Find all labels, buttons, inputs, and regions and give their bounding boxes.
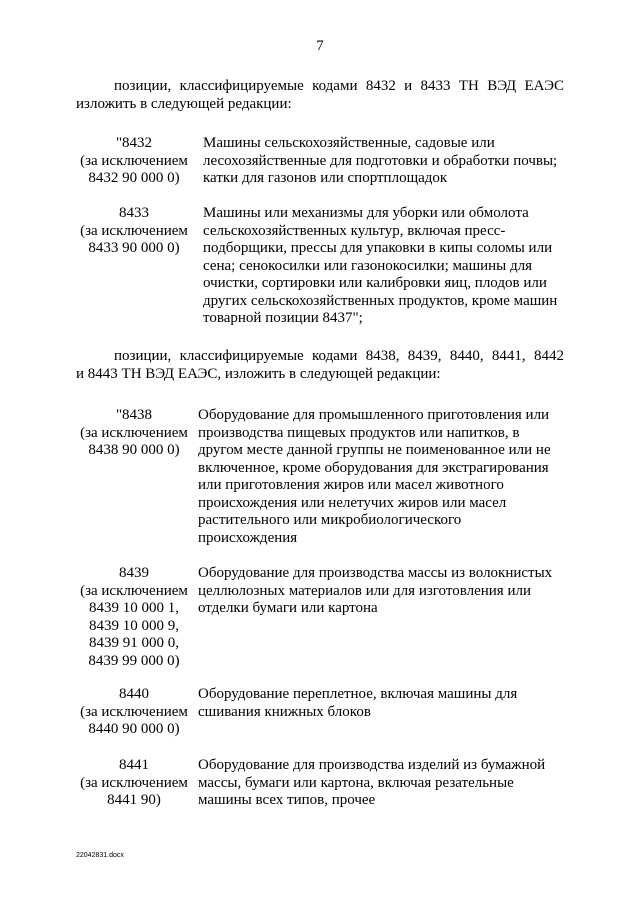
description-line: других сельскохозяйственных продуктов, кроме машин bbox=[203, 292, 558, 309]
description-line: товарной позиции 8437"; bbox=[203, 310, 363, 326]
description-line: растительного или микробиологического bbox=[198, 512, 462, 528]
entry-description bbox=[203, 135, 557, 188]
entry-description bbox=[203, 205, 557, 328]
description-line: Оборудование для производства изделий из бумажной bbox=[198, 757, 546, 773]
description-line: отделки бумаги или картона bbox=[198, 600, 378, 616]
description-line: целлюлозных материалов или для изготовления или bbox=[198, 582, 531, 599]
entry-code: 8441 (за исключением 8441 90) bbox=[80, 757, 188, 808]
description-line: сена; сенокосилки или газонокосилки; машины для bbox=[203, 257, 533, 274]
description-line: происхождения или нелетучих жиров или масел bbox=[198, 494, 507, 511]
intro-paragraph-2 bbox=[76, 347, 564, 383]
description-line: сшивания книжных блоков bbox=[198, 703, 371, 720]
intro-paragraph-1 bbox=[76, 77, 564, 113]
entry-code: "8432 (за исключением 8432 90 000 0) bbox=[80, 135, 188, 186]
description-line: или приготовления жиров или масел животного bbox=[198, 477, 504, 493]
intro-paragraph-2-line-2: и 8443 ТН ВЭД ЕАЭС, изложить в следующей редакции: bbox=[76, 366, 441, 382]
intro-paragraph-2-line-1: позиции, классифицируемые кодами 8438, 8439, 8440, 8441, 8442 bbox=[114, 348, 564, 364]
description-line: машины всех типов, прочее bbox=[198, 792, 376, 808]
entry-description bbox=[198, 407, 551, 547]
entry-description bbox=[198, 565, 552, 618]
description-line: Оборудование для производства массы из волокнистых bbox=[198, 565, 553, 581]
entry-code: 8433 (за исключением 8433 90 000 0) bbox=[80, 205, 188, 256]
entry-description bbox=[198, 757, 545, 810]
description-line: другом месте данной группы не поименованное или не bbox=[198, 442, 551, 458]
intro-paragraph-1-line-1: позиции, классифицируемые кодами 8432 и 8433 ТН ВЭД ЕАЭС bbox=[114, 78, 564, 94]
entry-code: 8439 (за исключением 8439 10 000 1, 8439 10 000 9, 8439 91 000 0, 8439 99 000 0) bbox=[80, 565, 188, 669]
description-line: Машины сельскохозяйственные, садовые или bbox=[203, 135, 495, 151]
page-number: 7 bbox=[316, 38, 324, 54]
entry-code: "8438 (за исключением 8438 90 000 0) bbox=[80, 407, 188, 458]
description-line: лесохозяйственные для подготовки и обработки почвы; bbox=[203, 152, 558, 169]
description-line: подборщики, прессы для упаковки в кипы соломы или bbox=[203, 240, 553, 256]
description-line: очистки, сортировки или калибровки яиц, плодов или bbox=[203, 275, 547, 291]
description-line: производства пищевых продуктов или напитков, в bbox=[198, 424, 520, 441]
description-line: катки для газонов или спортплощадок bbox=[203, 170, 448, 186]
entry-code: 8440 (за исключением 8440 90 000 0) bbox=[80, 686, 188, 737]
entry-description bbox=[198, 686, 517, 721]
footer-filename: 22042831.docx bbox=[76, 852, 124, 859]
description-line: Оборудование переплетное, включая машины для bbox=[198, 686, 518, 702]
description-line: сельскохозяйственных культур, включая пресс- bbox=[203, 222, 506, 239]
description-line: включенное, кроме оборудования для экстрагирования bbox=[198, 459, 549, 476]
intro-paragraph-1-line-2: изложить в следующей редакции: bbox=[76, 96, 292, 112]
description-line: Оборудование для промышленного приготовления или bbox=[198, 407, 550, 423]
description-line: массы, бумаги или картона, включая резательные bbox=[198, 774, 514, 791]
description-line: происхождения bbox=[198, 529, 298, 546]
description-line: Машины или механизмы для уборки или обмолота bbox=[203, 205, 529, 221]
